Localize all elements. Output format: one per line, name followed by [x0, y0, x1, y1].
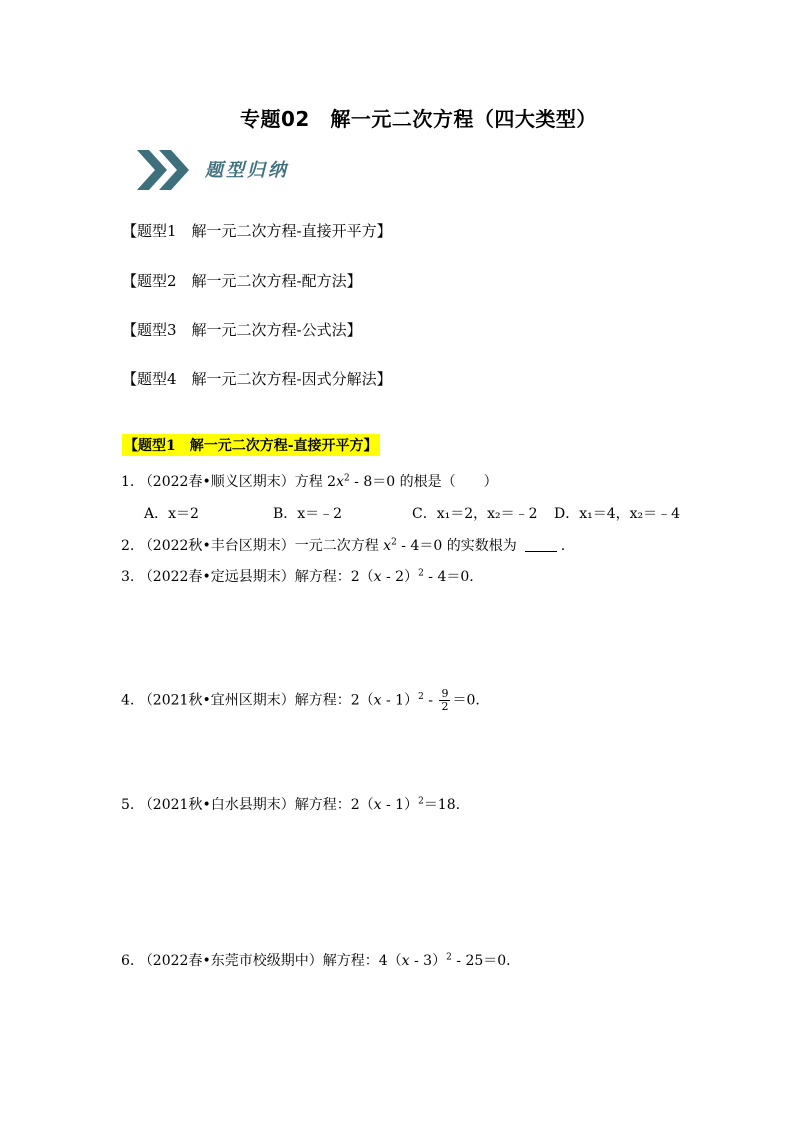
fraction-numerator: 9: [441, 687, 449, 700]
answer-blank: [525, 537, 557, 552]
question-number: 6.: [121, 953, 135, 969]
question-1: [121, 471, 498, 491]
question-text: 方程 2: [294, 474, 337, 490]
question-text: - 1）: [381, 692, 419, 709]
question-text: - 2）: [381, 569, 419, 585]
exponent: 2: [343, 473, 350, 484]
variable: x: [373, 569, 382, 585]
question-text: - 3）: [409, 953, 447, 969]
toc-item-1: 【题型1 解一元二次方程-直接开平方】: [122, 222, 392, 240]
question-number: 1.: [121, 474, 135, 490]
question-source: （2022春•顺义区期末）: [138, 474, 295, 490]
question-text: 解方程：2（: [294, 797, 374, 813]
toc-item-3: 【题型3 解一元二次方程-公式法】: [122, 321, 362, 339]
question-text: ＝0.: [452, 692, 480, 709]
question-text: -: [423, 692, 438, 709]
variable: x: [373, 797, 382, 813]
section-banner: [133, 146, 333, 194]
exponent: 2: [418, 796, 424, 807]
question-source: （2021秋•宜州区期末）: [138, 692, 295, 709]
variable: x: [336, 474, 344, 490]
question-text: .: [560, 538, 566, 554]
variable: x: [373, 692, 382, 709]
question-source: （2022春•东莞市校级期中）: [138, 953, 323, 969]
question-4: [121, 688, 480, 713]
toc-item-2: 【题型2 解一元二次方程-配方法】: [122, 272, 362, 290]
exponent: 2: [446, 952, 452, 963]
question-text: 一元二次方程: [294, 538, 384, 554]
page-title: 专题02 解一元二次方程（四大类型）: [240, 107, 597, 131]
fraction: [439, 688, 450, 713]
banner-label: 题型归纳: [205, 160, 289, 181]
option-a: A．x＝2: [144, 506, 199, 522]
question-number: 2.: [121, 538, 135, 554]
question-text: 解方程：4（: [322, 953, 402, 969]
exponent: 2: [391, 537, 397, 548]
question-5: [121, 794, 460, 814]
option-b: B．x＝﹣2: [273, 506, 343, 522]
question-number: 4.: [121, 692, 135, 709]
option-c: C．x₁＝2，x₂＝﹣2: [412, 506, 538, 522]
double-chevron-icon: [133, 146, 197, 194]
toc-item-4: 【题型4 解一元二次方程-因式分解法】: [122, 370, 392, 388]
question-text: 解方程：2（: [294, 692, 374, 709]
question-text: - 1）: [381, 797, 419, 813]
variable: x: [383, 538, 392, 554]
question-number: 5.: [121, 797, 135, 813]
question-text: - 25＝0.: [451, 953, 511, 969]
option-d: D．x₁＝4，x₂＝﹣4: [554, 506, 681, 522]
question-source: （2022秋•丰台区期末）: [138, 538, 295, 554]
variable: x: [401, 953, 410, 969]
question-text: ＝18.: [423, 797, 461, 813]
question-2: [121, 535, 565, 555]
exponent: 2: [418, 568, 424, 579]
fraction-denominator: 2: [441, 700, 449, 713]
question-3: [121, 566, 474, 586]
question-6: [121, 950, 511, 970]
question-text: - 4＝0 的实数根为: [396, 538, 517, 554]
question-source: （2021秋•白水县期末）: [138, 797, 295, 813]
exponent: 2: [418, 691, 424, 702]
question-text: 解方程：2（: [294, 569, 374, 585]
question-text: - 8＝0 的根是（ ）: [349, 474, 498, 490]
question-number: 3.: [121, 569, 135, 585]
section-heading: 【题型1 解一元二次方程-直接开平方】: [122, 434, 380, 456]
question-text: - 4＝0.: [423, 569, 474, 585]
question-source: （2022春•定远县期末）: [138, 569, 295, 585]
